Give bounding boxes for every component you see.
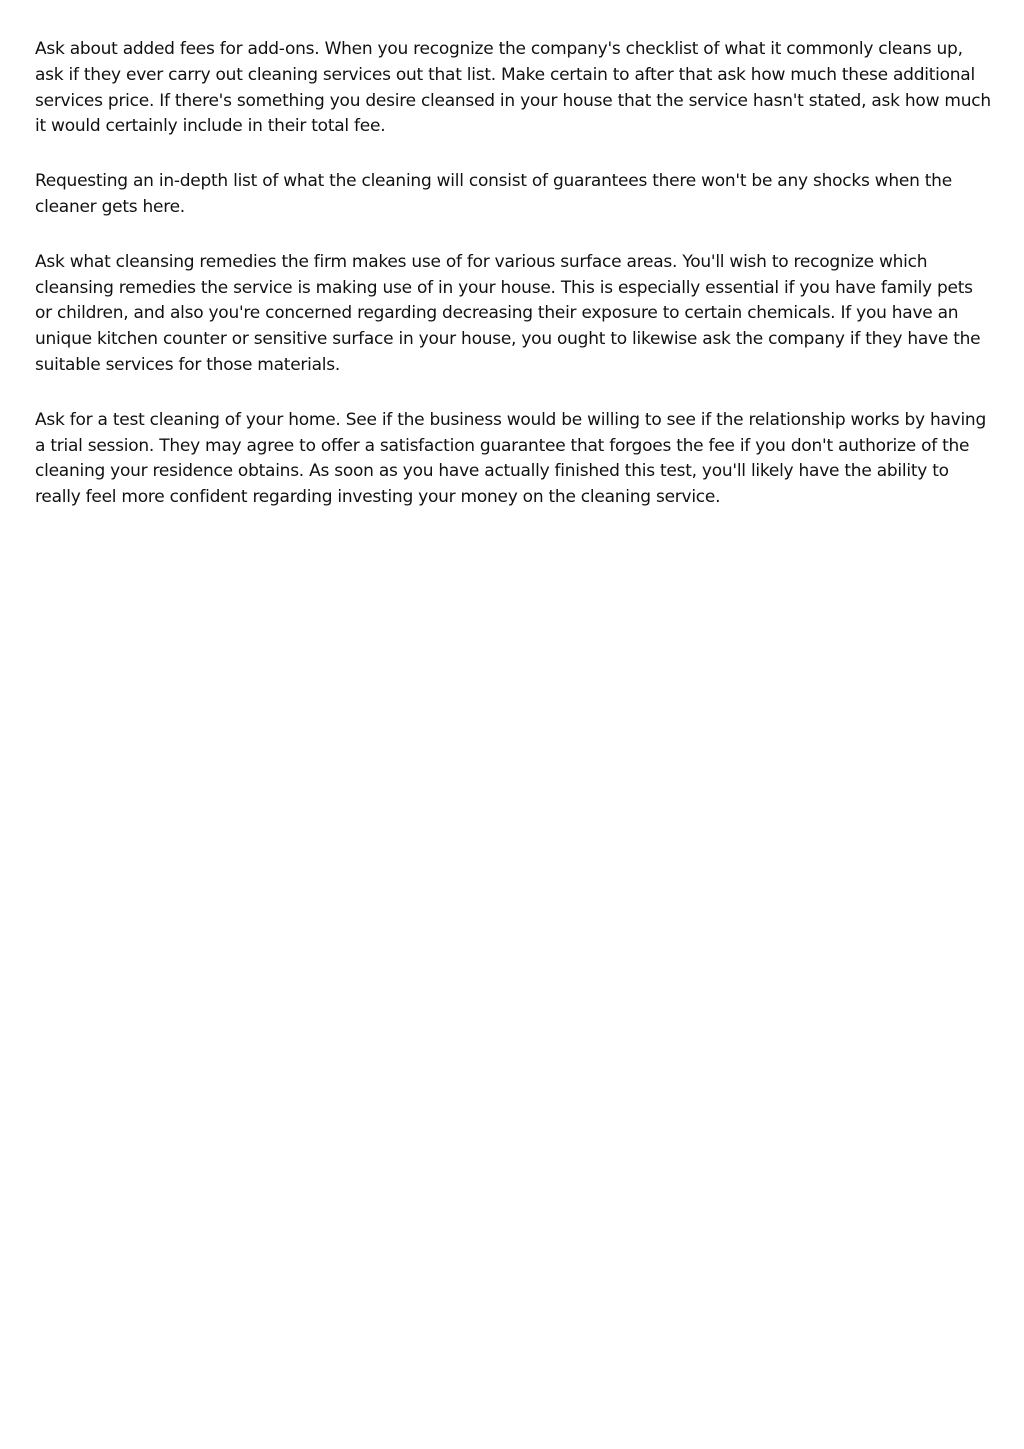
paragraph-add-on-fees: Ask about added fees for add-ons. When you recognize the company's checklist of what it commonly cleans up, ask if they ever carry out cleaning services out that list. Make certain to after that ask how much these additional services price. If there's something you desire cleansed in your house that the service hasn't stated, ask how much it would certainly include in their total fee.	[35, 39, 991, 137]
paragraph-test-cleaning: Ask for a test cleaning of your home. See if the business would be willing to see if the relationship works by having a trial session. They may agree to offer a satisfaction guarantee that forgoes the fee if you don't authorize of the cleaning your residence obtains. As soon as you have actually finished this test, you'll likely have the ability to really feel more confident regarding investing your money on the cleaning service.	[35, 409, 986, 508]
paragraph-cleaning-products: Ask what cleansing remedies the firm makes use of for various surface areas. You'll wish to recognize which cleansing remedies the service is making use of in your house. This is especially essential if you have family pets or children, and also you're concerned regarding decreasing their exposure to certain chemicals. If you have an unique kitchen counter or sensitive surface in your house, you ought to likewise ask the company if they have the suitable services for those materials.	[35, 251, 981, 375]
document-body	[35, 37, 993, 540]
paragraph-detailed-list: Requesting an in-depth list of what the cleaning will consist of guarantees there won't be any shocks when the cleaner gets here.	[35, 171, 952, 217]
